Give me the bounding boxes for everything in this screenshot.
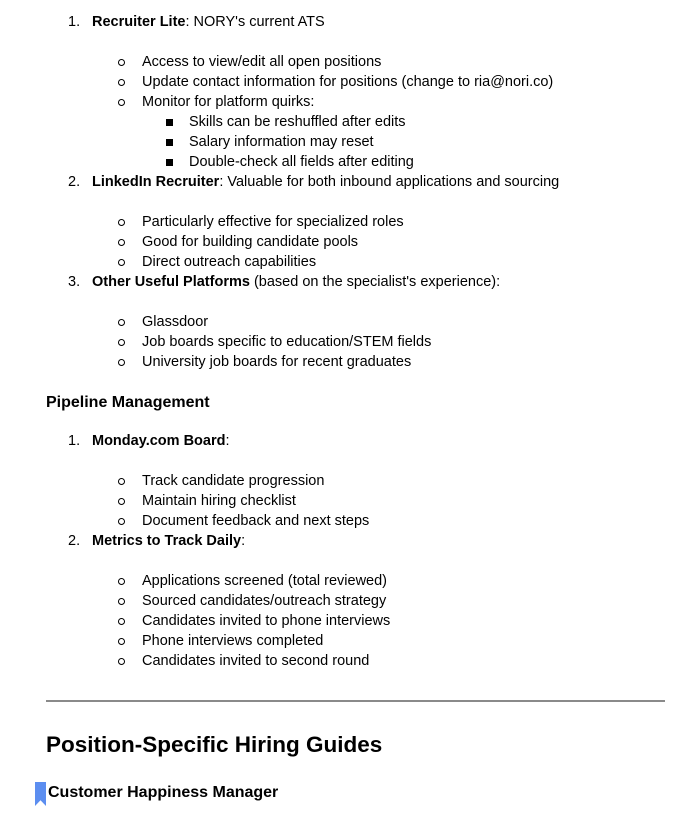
circle-bullet-icon	[118, 219, 125, 226]
list-item-title: Other Useful Platforms	[92, 274, 250, 290]
list-item-title: LinkedIn Recruiter	[92, 174, 220, 190]
list-item-text	[92, 433, 230, 449]
list-item-title: Recruiter Lite	[92, 14, 186, 30]
heading-position-specific-hiring-guides: Position-Specific Hiring Guides	[46, 732, 383, 757]
bullet-text: Track candidate progression	[142, 473, 325, 489]
sub-bullet-item	[46, 112, 665, 132]
list-item-rest: (based on the specialist's experience):	[249, 274, 501, 290]
list-number: 1.	[68, 433, 81, 449]
bullet-text: Phone interviews completed	[142, 633, 324, 649]
circle-bullet-icon	[118, 498, 125, 505]
numbered-item-other-platforms	[46, 272, 665, 292]
bullet-text: Applications screened (total reviewed)	[142, 573, 388, 589]
blank-line	[46, 451, 665, 471]
square-bullet-icon	[166, 139, 173, 146]
circle-bullet-icon	[118, 59, 125, 66]
circle-bullet-icon	[118, 239, 125, 246]
circle-bullet-icon	[118, 319, 125, 326]
bullet-item	[46, 571, 665, 591]
blank-line	[46, 551, 665, 571]
blank-line	[46, 32, 665, 52]
circle-bullet-icon	[118, 518, 125, 525]
bullet-text: Update contact information for positions (change to ria@nori.co)	[142, 74, 554, 90]
list-item-text	[92, 533, 245, 549]
circle-bullet-icon	[118, 658, 125, 665]
numbered-item-monday-board	[46, 431, 665, 451]
circle-bullet-icon	[118, 79, 125, 86]
bullet-item	[46, 252, 665, 272]
circle-bullet-icon	[118, 478, 125, 485]
list-item-text	[92, 174, 559, 190]
list-number: 3.	[68, 274, 81, 290]
bullet-item	[46, 232, 665, 252]
bullet-item	[46, 611, 665, 631]
bullet-text: Access to view/edit all open positions	[142, 54, 382, 70]
bullet-item	[46, 92, 665, 112]
bullet-item	[46, 491, 665, 511]
bullet-text: Glassdoor	[142, 314, 209, 330]
bullet-text: Monitor for platform quirks:	[142, 94, 315, 110]
list-item-text	[92, 14, 325, 30]
numbered-item-recruiter-lite	[46, 12, 665, 32]
circle-bullet-icon	[118, 259, 125, 266]
list-item-rest: :	[225, 433, 230, 449]
bullet-text: Direct outreach capabilities	[142, 254, 317, 270]
bullet-text: Good for building candidate pools	[142, 234, 359, 250]
list-number: 2.	[68, 174, 81, 190]
bullet-item	[46, 511, 665, 531]
bullet-item	[46, 352, 665, 372]
bullet-item	[46, 631, 665, 651]
horizontal-divider	[46, 700, 665, 702]
bullet-text: Salary information may reset	[189, 134, 374, 150]
bullet-item	[46, 332, 665, 352]
bullet-text: Candidates invited to second round	[142, 653, 370, 669]
circle-bullet-icon	[118, 598, 125, 605]
circle-bullet-icon	[118, 359, 125, 366]
list-item-title: Monday.com Board	[92, 433, 226, 449]
bullet-item	[46, 52, 665, 72]
square-bullet-icon	[166, 159, 173, 166]
bullet-text: University job boards for recent graduates	[142, 354, 412, 370]
bullet-text: Document feedback and next steps	[142, 513, 370, 529]
heading-customer-happiness-manager: Customer Happiness Manager	[48, 784, 279, 801]
bullet-text: Maintain hiring checklist	[142, 493, 296, 509]
circle-bullet-icon	[118, 99, 125, 106]
bullet-text: Candidates invited to phone interviews	[142, 613, 391, 629]
list-item-text	[92, 274, 500, 290]
circle-bullet-icon	[118, 638, 125, 645]
numbered-item-linkedin-recruiter	[46, 172, 665, 192]
list-item-rest: : NORY's current ATS	[185, 14, 325, 30]
numbered-item-metrics-daily	[46, 531, 665, 551]
heading-pipeline-management: Pipeline Management	[46, 394, 210, 411]
bullet-text: Skills can be reshuffled after edits	[189, 114, 406, 130]
bullet-item	[46, 312, 665, 332]
bullet-text: Sourced candidates/outreach strategy	[142, 593, 387, 609]
circle-bullet-icon	[118, 578, 125, 585]
sub-bullet-item	[46, 132, 665, 152]
list-item-rest: :	[241, 533, 246, 549]
list-number: 1.	[68, 14, 81, 30]
sub-bullet-item	[46, 152, 665, 172]
list-item-rest: : Valuable for both inbound applications and sourcing	[219, 174, 560, 190]
bullet-item	[46, 471, 665, 491]
bullet-item	[46, 591, 665, 611]
circle-bullet-icon	[118, 618, 125, 625]
square-bullet-icon	[166, 119, 173, 126]
blank-line	[46, 192, 665, 212]
bullet-item	[46, 72, 665, 92]
bullet-item	[46, 212, 665, 232]
bullet-text: Job boards specific to education/STEM fields	[142, 334, 432, 350]
bullet-item	[46, 651, 665, 671]
list-number: 2.	[68, 533, 81, 549]
bullet-text: Particularly effective for specialized roles	[142, 214, 404, 230]
circle-bullet-icon	[118, 339, 125, 346]
blank-line	[46, 292, 665, 312]
bullet-text: Double-check all fields after editing	[189, 154, 414, 170]
list-item-title: Metrics to Track Daily	[92, 533, 242, 549]
